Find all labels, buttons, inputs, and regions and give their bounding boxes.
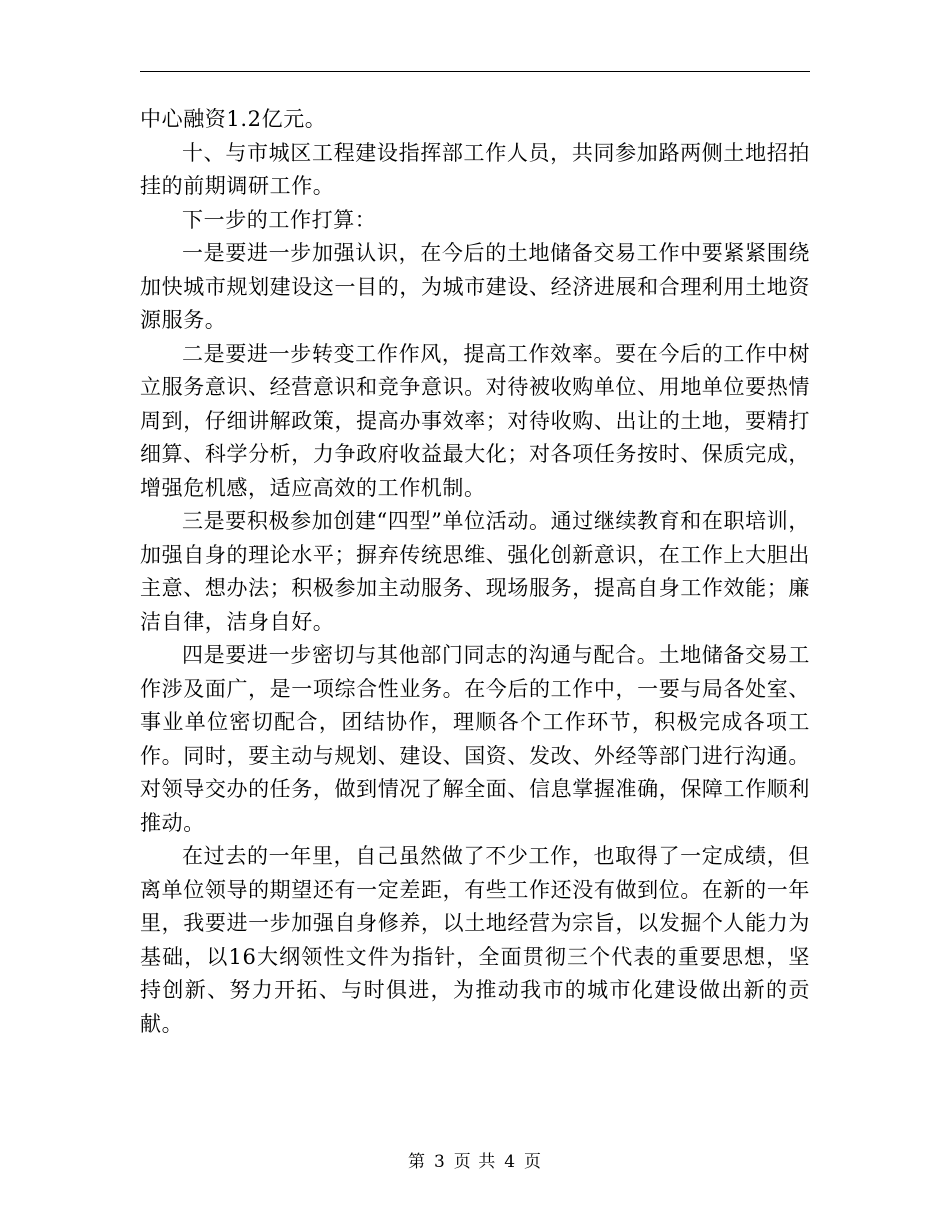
- paragraph-8: 在过去的一年里，自己虽然做了不少工作，也取得了一定成绩，但离单位领导的期望还有一定差距，有些工作还没有做到位。在新的一年里，我要进一步加强自身修养，以土地经营为宗旨，以发掘个人能力为基础，以16大纲领性文件为指针，全面贯彻三个代表的重要思想，坚持创新、努力开拓、与时俱进，为推动我市的城市化建设做出新的贡献。: [140, 844, 810, 1036]
- paragraph-3: 下一步的工作打算：: [182, 207, 377, 232]
- footer-page-suffix: 页: [524, 1152, 543, 1172]
- footer-current-page: 3: [433, 1152, 446, 1172]
- paragraph-4: 一是要进一步加强认识，在今后的土地储备交易工作中要紧紧围绕加快城市规划建设这一目的，为城市建设、经济进展和合理利用土地资源服务。: [140, 241, 810, 332]
- footer-total-pages: 4: [504, 1152, 517, 1172]
- document-body: [140, 103, 810, 1041]
- paragraph-7: 四是要进一步密切与其他部门同志的沟通与配合。土地储备交易工作涉及面广，是一项综合性业务。在今后的工作中，一要与局各处室、事业单位密切配合，团结协作，理顺各个工作环节，积极完成各项工作。同时，要主动与规划、建设、国资、发改、外经等部门进行沟通。对领导交办的任务，做到情况了解全面、信息掌握准确，保障工作顺利推动。: [140, 643, 810, 835]
- footer-page-mid: 页 共: [453, 1152, 497, 1172]
- page-footer: [0, 1147, 950, 1172]
- paragraph-6: 三是要积极参加创建“四型”单位活动。通过继续教育和在职培训，加强自身的理论水平；摒弃传统思维、强化创新意识，在工作上大胆出主意、想办法；积极参加主动服务、现场服务，提高自身工作效能；廉洁自律，洁身自好。: [140, 509, 810, 634]
- header-rule: [140, 71, 810, 72]
- paragraph-5: 二是要进一步转变工作作风，提高工作效率。要在今后的工作中树立服务意识、经营意识和竞争意识。对待被收购单位、用地单位要热情周到，仔细讲解政策，提高办事效率；对待收购、出让的土地，要精打细算、科学分析，力争政府收益最大化；对各项任务按时、保质完成，增强危机感，适应高效的工作机制。: [140, 341, 810, 500]
- paragraph-1: 中心融资1.2亿元。: [140, 107, 327, 131]
- footer-page-prefix: 第: [407, 1152, 426, 1172]
- paragraph-2: 十、与市城区工程建设指挥部工作人员，共同参加路两侧土地招拍挂的前期调研工作。: [140, 140, 810, 198]
